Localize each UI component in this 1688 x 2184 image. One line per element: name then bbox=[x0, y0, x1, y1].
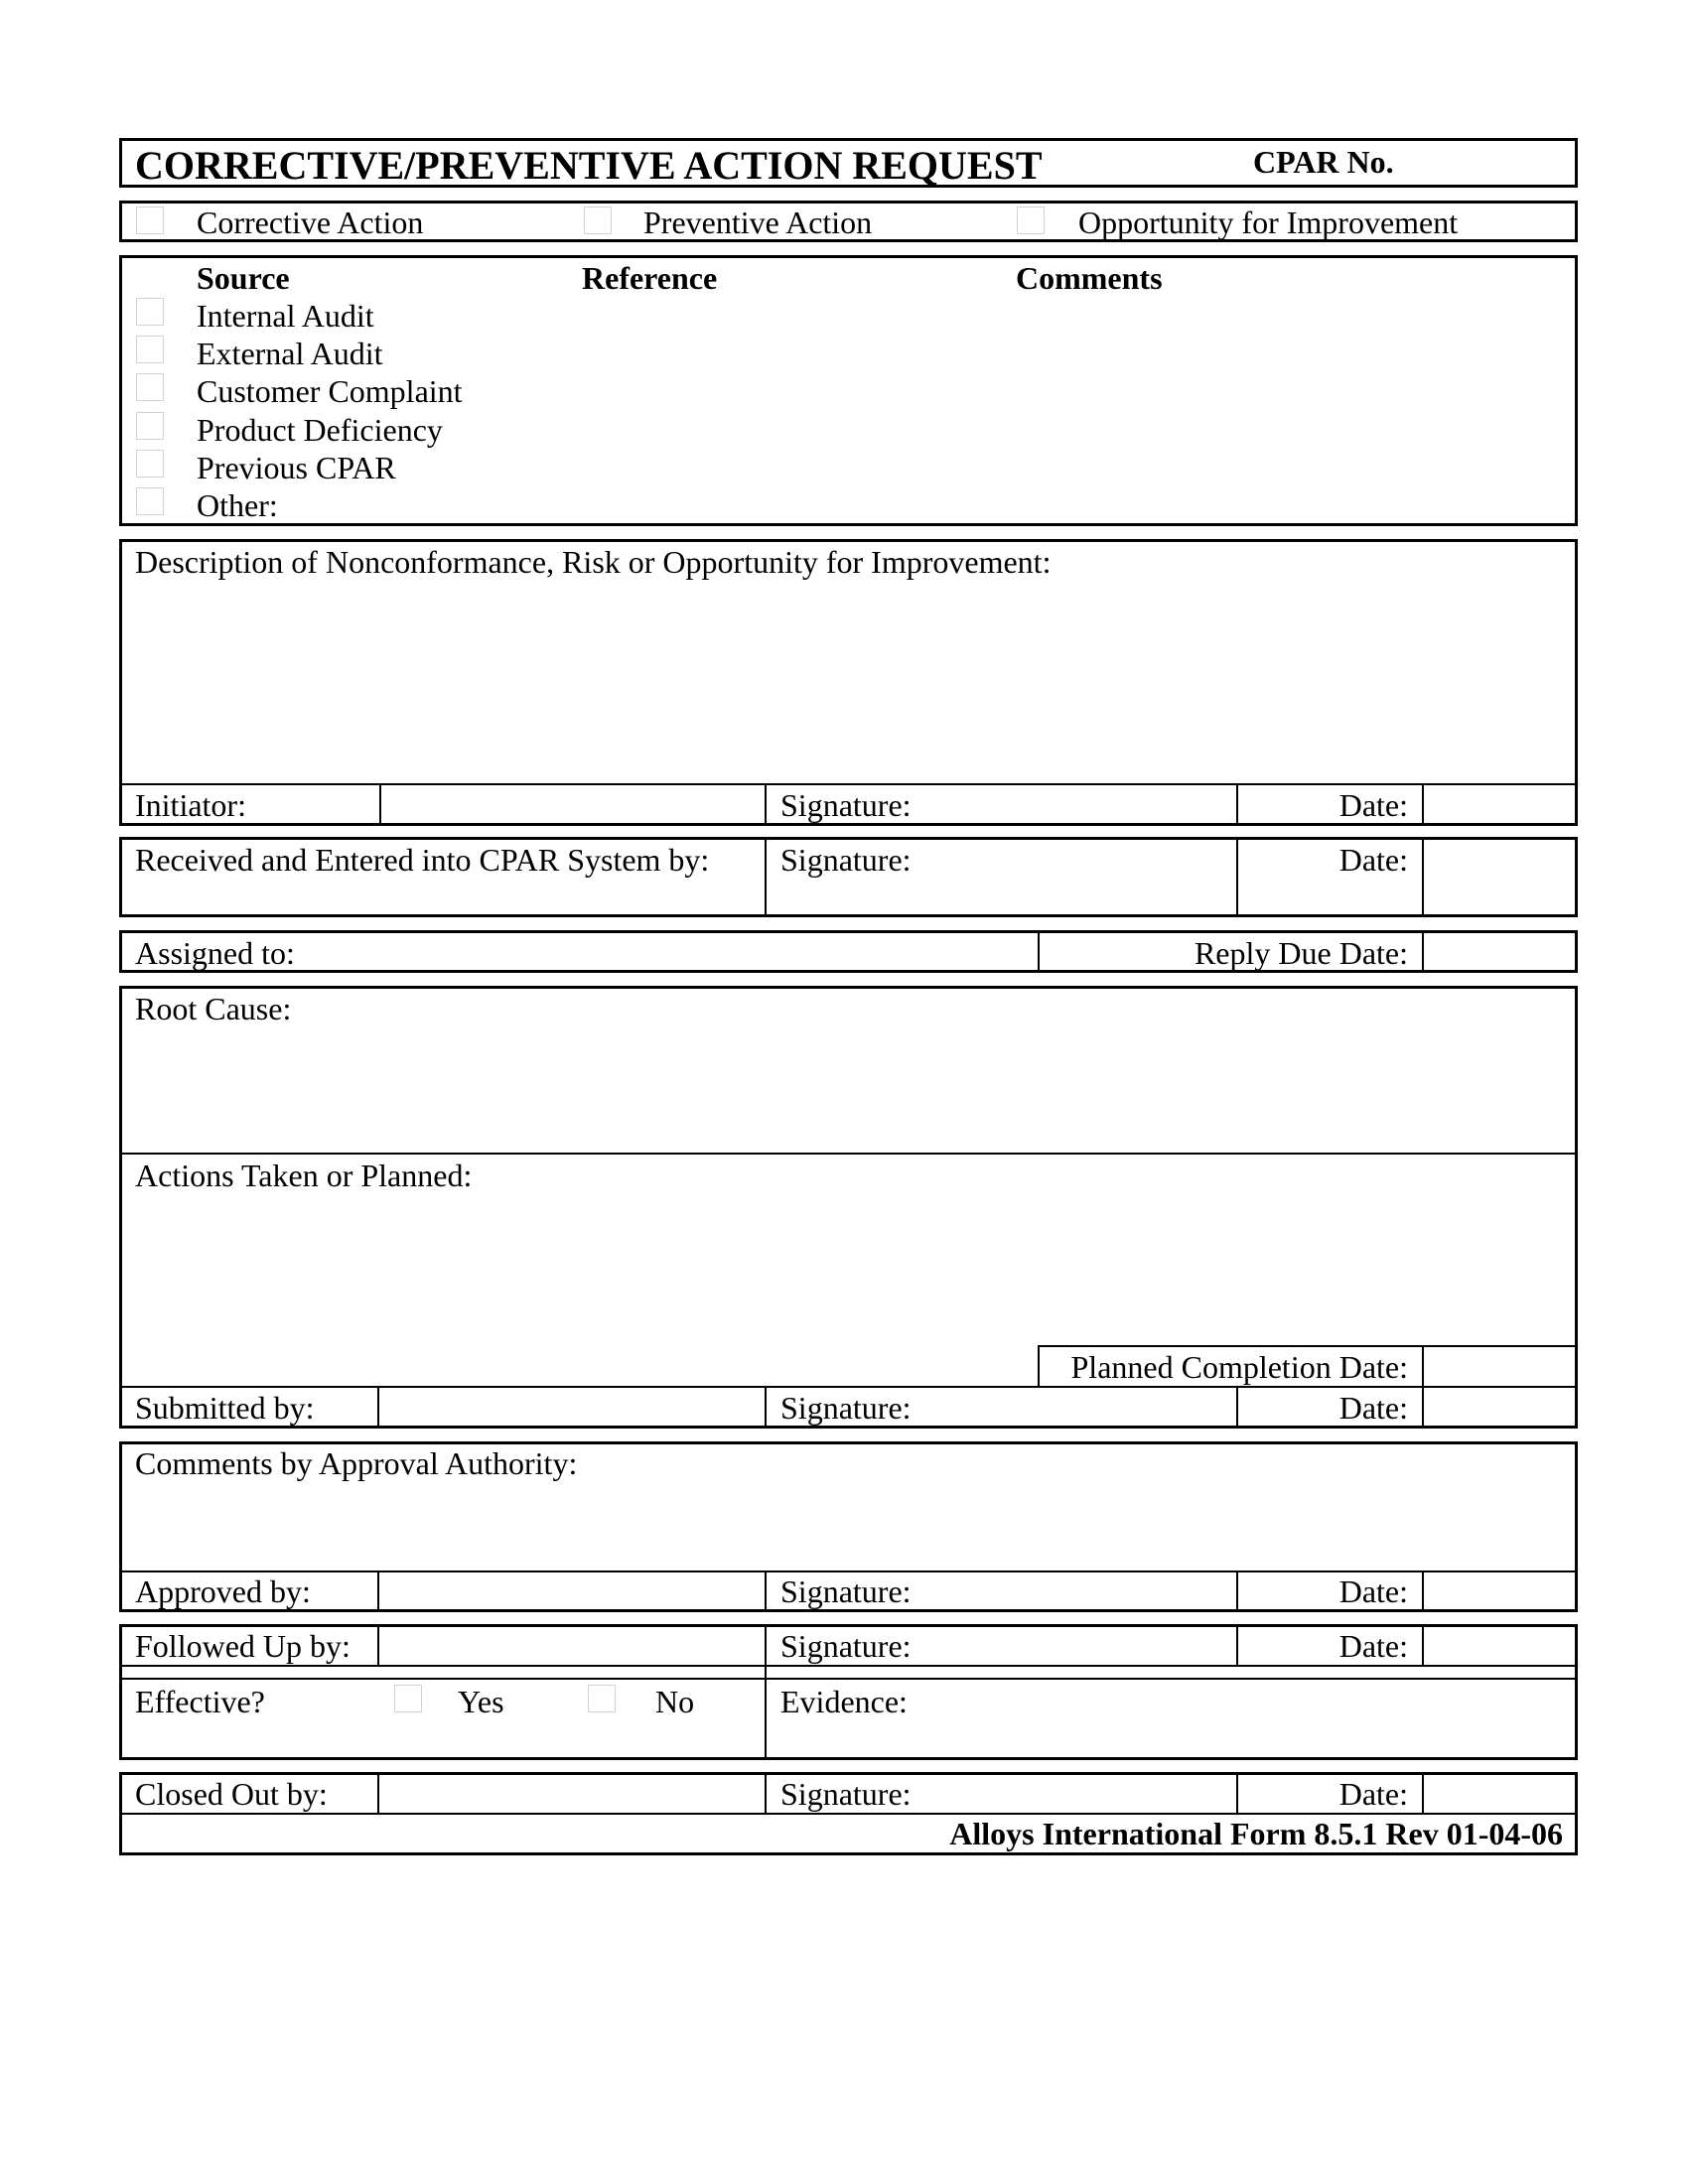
initiator-col-divider-1 bbox=[379, 783, 381, 824]
initiator-row-divider bbox=[120, 783, 1576, 785]
initiator-date-label: Date: bbox=[1338, 787, 1408, 823]
received-label: Received and Entered into CPAR System by: bbox=[135, 842, 710, 878]
effective-yes-label: Yes bbox=[458, 1684, 504, 1719]
preventive-action-label: Preventive Action bbox=[643, 205, 873, 240]
effective-divider-bottom bbox=[120, 1678, 1576, 1680]
source-external-audit-label: External Audit bbox=[197, 336, 383, 371]
submitted-col-divider-1 bbox=[377, 1386, 379, 1427]
reply-due-date-field[interactable] bbox=[1426, 933, 1573, 969]
corrective-action-checkbox[interactable] bbox=[136, 206, 164, 234]
source-internal-audit-label: Internal Audit bbox=[197, 298, 374, 334]
effective-no-label: No bbox=[655, 1684, 695, 1719]
approved-col-divider-4 bbox=[1422, 1570, 1424, 1610]
submitted-signature-label: Signature: bbox=[780, 1390, 912, 1426]
followed-up-name-field[interactable] bbox=[381, 1628, 761, 1663]
source-previous-cpar-checkbox[interactable] bbox=[136, 450, 164, 478]
cpar-no-label: CPAR No. bbox=[1253, 144, 1394, 180]
source-heading: Source bbox=[197, 260, 290, 296]
evidence-field[interactable] bbox=[771, 1722, 1571, 1756]
received-date-field[interactable] bbox=[1426, 842, 1573, 913]
footer-divider bbox=[120, 1813, 1576, 1815]
initiator-name-field[interactable] bbox=[383, 786, 761, 822]
actions-field[interactable] bbox=[129, 1199, 1033, 1383]
assigned-field[interactable] bbox=[318, 933, 1033, 969]
closed-col-divider-1 bbox=[377, 1773, 379, 1813]
approved-col-divider-1 bbox=[377, 1570, 379, 1610]
corrective-action-label: Corrective Action bbox=[197, 205, 424, 240]
comments-heading: Comments bbox=[1016, 260, 1163, 296]
source-product-deficiency-label: Product Deficiency bbox=[197, 412, 443, 448]
closed-out-name-field[interactable] bbox=[381, 1776, 761, 1811]
initiator-date-field[interactable] bbox=[1426, 786, 1573, 822]
followed-up-label: Followed Up by: bbox=[135, 1628, 351, 1664]
approved-name-field[interactable] bbox=[381, 1573, 761, 1608]
received-date-label: Date: bbox=[1338, 842, 1408, 878]
submitted-label: Submitted by: bbox=[135, 1390, 315, 1426]
planned-completion-left bbox=[1038, 1345, 1040, 1386]
followed-up-date-field[interactable] bbox=[1426, 1628, 1573, 1663]
approved-col-divider-2 bbox=[765, 1570, 767, 1610]
assigned-label: Assigned to: bbox=[135, 935, 295, 971]
planned-completion-top bbox=[1038, 1345, 1576, 1347]
description-label: Description of Nonconformance, Risk or Opportunity for Improvement: bbox=[135, 544, 1052, 580]
planned-completion-date-field[interactable] bbox=[1426, 1348, 1573, 1384]
followed-col-divider-2 bbox=[765, 1625, 767, 1758]
reference-heading: Reference bbox=[582, 260, 718, 296]
assigned-col-divider-1 bbox=[1038, 931, 1040, 971]
root-cause-field[interactable] bbox=[129, 1032, 1569, 1150]
opportunity-checkbox[interactable] bbox=[1017, 206, 1045, 234]
source-other-checkbox[interactable] bbox=[136, 487, 164, 515]
actions-label: Actions Taken or Planned: bbox=[135, 1158, 473, 1193]
followed-up-date-label: Date: bbox=[1338, 1628, 1408, 1664]
form-id-footer: Alloys International Form 8.5.1 Rev 01-04-06 bbox=[949, 1816, 1563, 1851]
cpar-no-field[interactable] bbox=[1410, 142, 1569, 184]
closed-col-divider-4 bbox=[1422, 1773, 1424, 1813]
submitted-name-field[interactable] bbox=[381, 1389, 761, 1425]
approved-date-field[interactable] bbox=[1426, 1573, 1573, 1608]
opportunity-label: Opportunity for Improvement bbox=[1078, 205, 1459, 240]
closed-out-signature-label: Signature: bbox=[780, 1776, 912, 1812]
source-product-deficiency-checkbox[interactable] bbox=[136, 412, 164, 440]
followed-col-divider-1 bbox=[377, 1625, 379, 1665]
approved-date-label: Date: bbox=[1338, 1573, 1408, 1609]
closed-col-divider-3 bbox=[1236, 1773, 1238, 1813]
approved-row-divider bbox=[120, 1570, 1576, 1572]
initiator-col-divider-2 bbox=[765, 783, 767, 824]
planned-completion-date-divider bbox=[1422, 1345, 1424, 1386]
submitted-col-divider-3 bbox=[1236, 1386, 1238, 1427]
assigned-col-divider-2 bbox=[1422, 931, 1424, 971]
closed-out-date-label: Date: bbox=[1338, 1776, 1408, 1812]
approved-signature-label: Signature: bbox=[780, 1573, 912, 1609]
followed-col-divider-4 bbox=[1422, 1625, 1424, 1665]
submitted-col-divider-4 bbox=[1422, 1386, 1424, 1427]
preventive-action-checkbox[interactable] bbox=[584, 206, 612, 234]
evidence-label: Evidence: bbox=[780, 1684, 908, 1719]
approval-comments-field[interactable] bbox=[129, 1487, 1569, 1569]
effective-divider-top bbox=[120, 1665, 1576, 1667]
root-cause-divider bbox=[120, 1153, 1576, 1155]
submitted-row-divider bbox=[120, 1386, 1576, 1388]
followed-up-signature-label: Signature: bbox=[780, 1628, 912, 1664]
effective-label: Effective? bbox=[135, 1684, 265, 1719]
initiator-label: Initiator: bbox=[135, 787, 246, 823]
effective-no-checkbox[interactable] bbox=[588, 1685, 616, 1712]
approved-label: Approved by: bbox=[135, 1573, 311, 1609]
approval-comments-label: Comments by Approval Authority: bbox=[135, 1445, 578, 1481]
submitted-col-divider-2 bbox=[765, 1386, 767, 1427]
received-signature-label: Signature: bbox=[780, 842, 912, 878]
submitted-date-label: Date: bbox=[1338, 1390, 1408, 1426]
form-title: CORRECTIVE/PREVENTIVE ACTION REQUEST bbox=[135, 143, 1043, 188]
initiator-col-divider-4 bbox=[1422, 783, 1424, 824]
source-previous-cpar-label: Previous CPAR bbox=[197, 450, 396, 485]
closed-col-divider-2 bbox=[765, 1773, 767, 1813]
source-external-audit-checkbox[interactable] bbox=[136, 336, 164, 363]
approved-col-divider-3 bbox=[1236, 1570, 1238, 1610]
closed-out-date-field[interactable] bbox=[1426, 1776, 1573, 1811]
description-field[interactable] bbox=[129, 586, 1569, 779]
source-customer-complaint-label: Customer Complaint bbox=[197, 373, 463, 409]
root-cause-label: Root Cause: bbox=[135, 991, 292, 1026]
followed-col-divider-3 bbox=[1236, 1625, 1238, 1665]
source-other-label: Other: bbox=[197, 487, 278, 523]
reply-due-date-label: Reply Due Date: bbox=[1194, 935, 1408, 971]
received-col-divider-2 bbox=[1236, 838, 1238, 915]
source-internal-audit-checkbox[interactable] bbox=[136, 298, 164, 326]
received-col-divider-1 bbox=[765, 838, 767, 915]
initiator-signature-label: Signature: bbox=[780, 787, 912, 823]
initiator-col-divider-3 bbox=[1236, 783, 1238, 824]
submitted-date-field[interactable] bbox=[1426, 1389, 1573, 1425]
received-col-divider-3 bbox=[1422, 838, 1424, 915]
source-customer-complaint-checkbox[interactable] bbox=[136, 373, 164, 401]
planned-completion-label: Planned Completion Date: bbox=[1070, 1349, 1408, 1385]
closed-out-label: Closed Out by: bbox=[135, 1776, 328, 1812]
effective-yes-checkbox[interactable] bbox=[394, 1685, 422, 1712]
